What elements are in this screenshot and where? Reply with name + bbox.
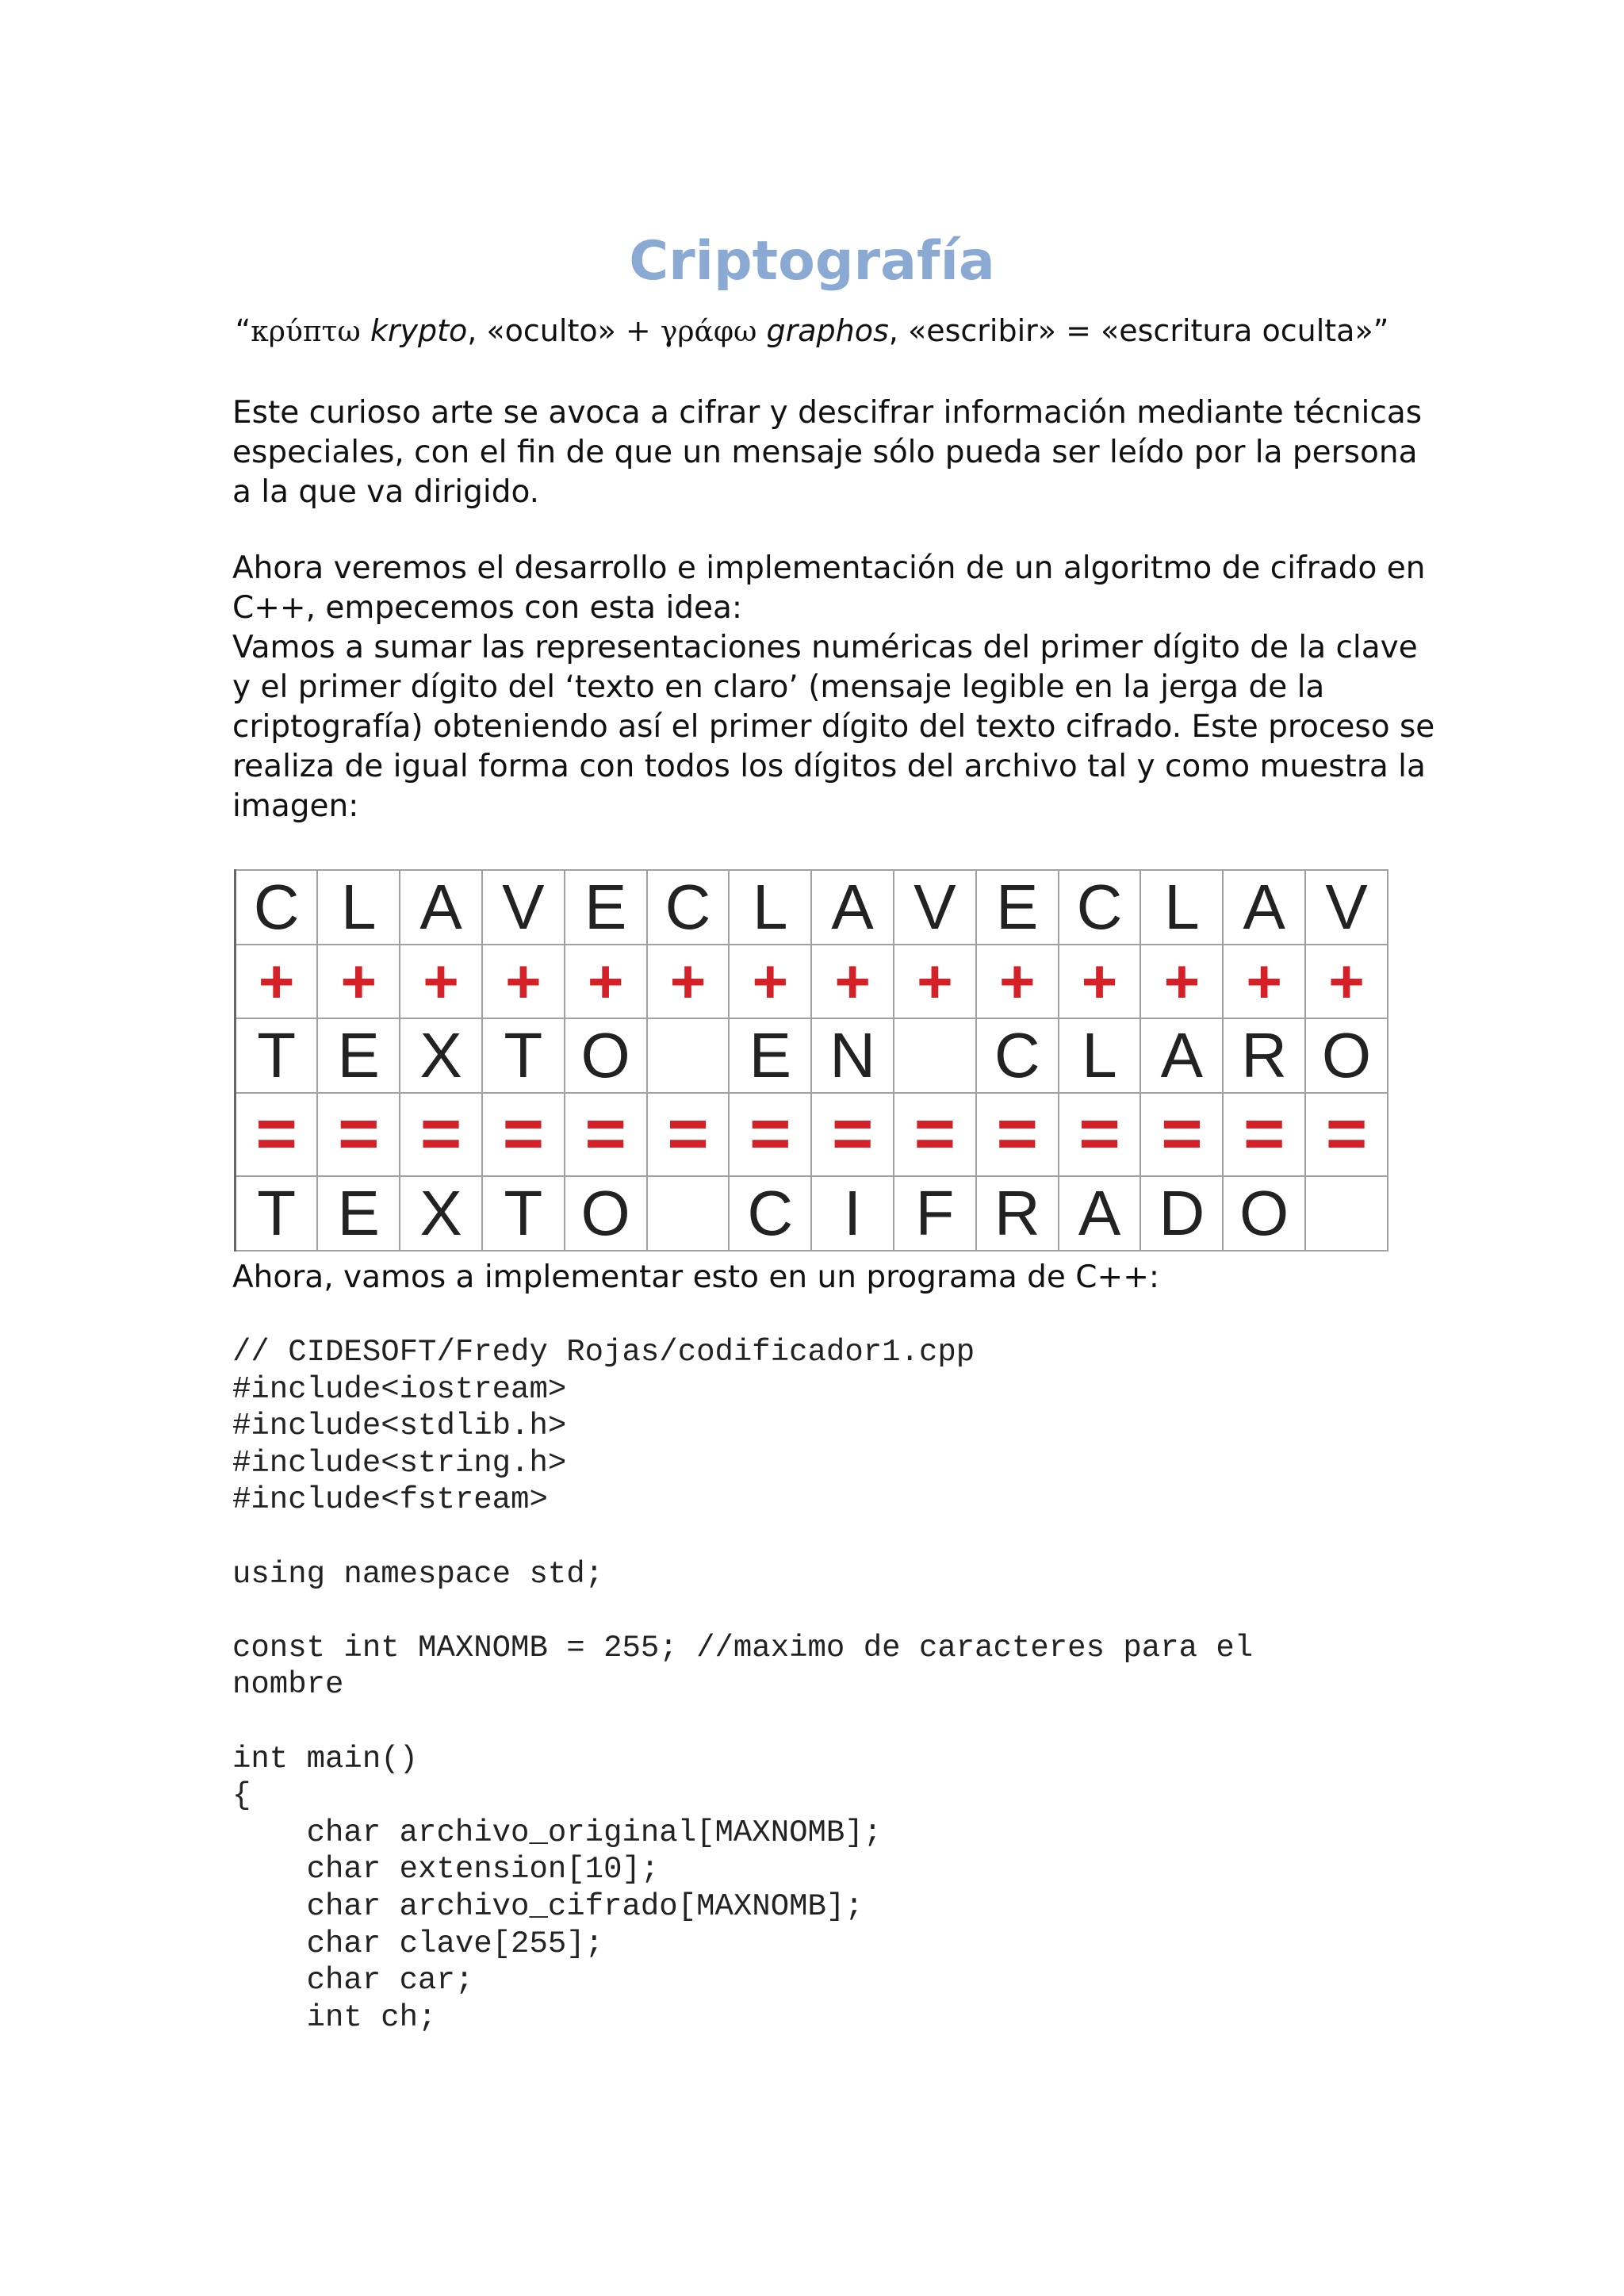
plaintext-cell: E xyxy=(317,1018,400,1093)
code-line: #include<stdlib.h> xyxy=(232,1409,567,1444)
key-cell: A xyxy=(400,870,482,945)
code-line: { xyxy=(232,1778,251,1814)
key-cell: E xyxy=(976,870,1059,945)
plus-cell: + xyxy=(1140,945,1223,1018)
body-line: Ahora veremos el desarrollo e implementación de un algoritmo de cifrado en xyxy=(232,550,1426,586)
key-cell: V xyxy=(1305,870,1388,945)
code-line: char car; xyxy=(232,1963,474,1999)
key-cell: A xyxy=(811,870,894,945)
plus-cell: + xyxy=(236,945,318,1018)
plaintext-row xyxy=(236,1018,1388,1093)
ciphertext-cell xyxy=(647,1176,730,1251)
ciphertext-cell: D xyxy=(1140,1176,1223,1251)
plaintext-cell: N xyxy=(811,1018,894,1093)
plaintext-cell: X xyxy=(400,1018,482,1093)
body-line: realiza de igual forma con todos los dígitos del archivo tal y como muestra la xyxy=(232,749,1426,784)
intro-line: Este curioso arte se avoca a cifrar y descifrar información mediante técnicas xyxy=(232,395,1423,431)
plus-cell: + xyxy=(976,945,1059,1018)
plus-cell: + xyxy=(729,945,811,1018)
ciphertext-cell: T xyxy=(236,1176,318,1251)
plus-cell: + xyxy=(894,945,976,1018)
ciphertext-cell: E xyxy=(317,1176,400,1251)
code-line: const int MAXNOMB = 255; //maximo de caracteres para el xyxy=(232,1630,1254,1665)
plus-row xyxy=(236,945,1388,1018)
code-line: // CIDESOFT/Fredy Rojas/codificador1.cpp xyxy=(232,1335,975,1370)
plus-cell: + xyxy=(565,945,647,1018)
etymology-line xyxy=(0,313,1624,348)
plus-cell: + xyxy=(647,945,730,1018)
body-line: C++, empecemos con esta idea: xyxy=(232,590,743,626)
key-cell: V xyxy=(894,870,976,945)
meaning-escribir: , «escribir» = «escritura oculta»” xyxy=(888,313,1389,348)
equals-cell: = xyxy=(729,1093,811,1176)
plaintext-cell: C xyxy=(976,1018,1059,1093)
key-cell: L xyxy=(1140,870,1223,945)
plaintext-cell: O xyxy=(565,1018,647,1093)
key-cell: C xyxy=(236,870,318,945)
ciphertext-cell: F xyxy=(894,1176,976,1251)
greek-word-krypto: κρύπτω xyxy=(251,316,361,348)
key-cell: L xyxy=(729,870,811,945)
plaintext-cell xyxy=(647,1018,730,1093)
latin-word-graphos: graphos xyxy=(766,313,889,348)
equals-cell: = xyxy=(1305,1093,1388,1176)
equals-cell: = xyxy=(1223,1093,1305,1176)
code-line: #include<iostream> xyxy=(232,1371,567,1407)
key-cell: E xyxy=(565,870,647,945)
ciphertext-cell: I xyxy=(811,1176,894,1251)
intro-line: a la que va dirigido. xyxy=(232,474,540,510)
code-line: using namespace std; xyxy=(232,1556,604,1592)
code-line: char clave[255]; xyxy=(232,1926,604,1961)
plaintext-cell: E xyxy=(729,1018,811,1093)
ciphertext-cell: O xyxy=(1223,1176,1305,1251)
equals-row xyxy=(236,1093,1388,1176)
key-cell: C xyxy=(647,870,730,945)
equals-cell: = xyxy=(647,1093,730,1176)
code-block xyxy=(232,1334,1253,2036)
body-line: Vamos a sumar las representaciones numéricas del primer dígito de la clave xyxy=(232,630,1418,665)
equals-cell: = xyxy=(1140,1093,1223,1176)
ciphertext-cell: O xyxy=(565,1176,647,1251)
ciphertext-cell: T xyxy=(482,1176,565,1251)
code-line: char archivo_original[MAXNOMB]; xyxy=(232,1815,883,1850)
ciphertext-row xyxy=(236,1176,1388,1251)
body-line: y el primer dígito del ‘texto en claro’ (mensaje legible en la jerga de la xyxy=(232,669,1325,705)
plaintext-cell: A xyxy=(1140,1018,1223,1093)
equals-cell: = xyxy=(894,1093,976,1176)
plaintext-cell: T xyxy=(236,1018,318,1093)
explanation-paragraph xyxy=(232,549,1435,826)
ciphertext-cell xyxy=(1305,1176,1388,1251)
latin-word-krypto: krypto xyxy=(370,313,468,348)
code-line xyxy=(232,1519,1253,1556)
code-line: char extension[10]; xyxy=(232,1852,660,1888)
code-line: int main() xyxy=(232,1741,419,1777)
open-quote: “ xyxy=(235,313,251,348)
plus-cell: + xyxy=(1059,945,1141,1018)
key-cell: V xyxy=(482,870,565,945)
page-title: Criptografía xyxy=(629,230,995,293)
body-line: imagen: xyxy=(232,788,359,824)
meaning-oculto: , «oculto» + xyxy=(467,313,661,348)
implement-intro xyxy=(232,1258,1406,1297)
plaintext-cell: L xyxy=(1059,1018,1141,1093)
plus-cell: + xyxy=(482,945,565,1018)
equals-cell: = xyxy=(565,1093,647,1176)
equals-cell: = xyxy=(236,1093,318,1176)
implement-line: Ahora, vamos a implementar esto en un programa de C++: xyxy=(232,1259,1160,1295)
equals-cell: = xyxy=(1059,1093,1141,1176)
key-cell: L xyxy=(317,870,400,945)
plaintext-cell: T xyxy=(482,1018,565,1093)
key-row xyxy=(236,870,1388,945)
plaintext-cell: O xyxy=(1305,1018,1388,1093)
plus-cell: + xyxy=(811,945,894,1018)
plus-cell: + xyxy=(400,945,482,1018)
equals-cell: = xyxy=(482,1093,565,1176)
plus-cell: + xyxy=(1223,945,1305,1018)
plus-cell: + xyxy=(317,945,400,1018)
code-line: char archivo_cifrado[MAXNOMB]; xyxy=(232,1888,864,1924)
plus-cell: + xyxy=(1305,945,1388,1018)
code-line: #include<fstream> xyxy=(232,1482,548,1518)
equals-cell: = xyxy=(976,1093,1059,1176)
equals-cell: = xyxy=(811,1093,894,1176)
equals-cell: = xyxy=(317,1093,400,1176)
plaintext-cell xyxy=(894,1018,976,1093)
intro-paragraph xyxy=(232,393,1423,512)
code-line: nombre xyxy=(232,1667,344,1703)
key-cell: C xyxy=(1059,870,1141,945)
ciphertext-cell: A xyxy=(1059,1176,1141,1251)
key-cell: A xyxy=(1223,870,1305,945)
code-line xyxy=(232,1593,1253,1630)
ciphertext-cell: R xyxy=(976,1176,1059,1251)
code-line: #include<string.h> xyxy=(232,1445,567,1481)
equals-cell: = xyxy=(400,1093,482,1176)
plaintext-cell: R xyxy=(1223,1018,1305,1093)
body-line: criptografía) obteniendo así el primer dígito del texto cifrado. Este proceso se xyxy=(232,709,1435,745)
intro-line: especiales, con el fin de que un mensaje sólo pueda ser leído por la persona xyxy=(232,435,1418,470)
greek-word-graphos: γράφω xyxy=(660,316,757,348)
ciphertext-cell: X xyxy=(400,1176,482,1251)
code-line: int ch; xyxy=(232,1999,437,2035)
code-line xyxy=(232,1704,1253,1741)
cipher-diagram xyxy=(234,869,1388,1251)
ciphertext-cell: C xyxy=(729,1176,811,1251)
